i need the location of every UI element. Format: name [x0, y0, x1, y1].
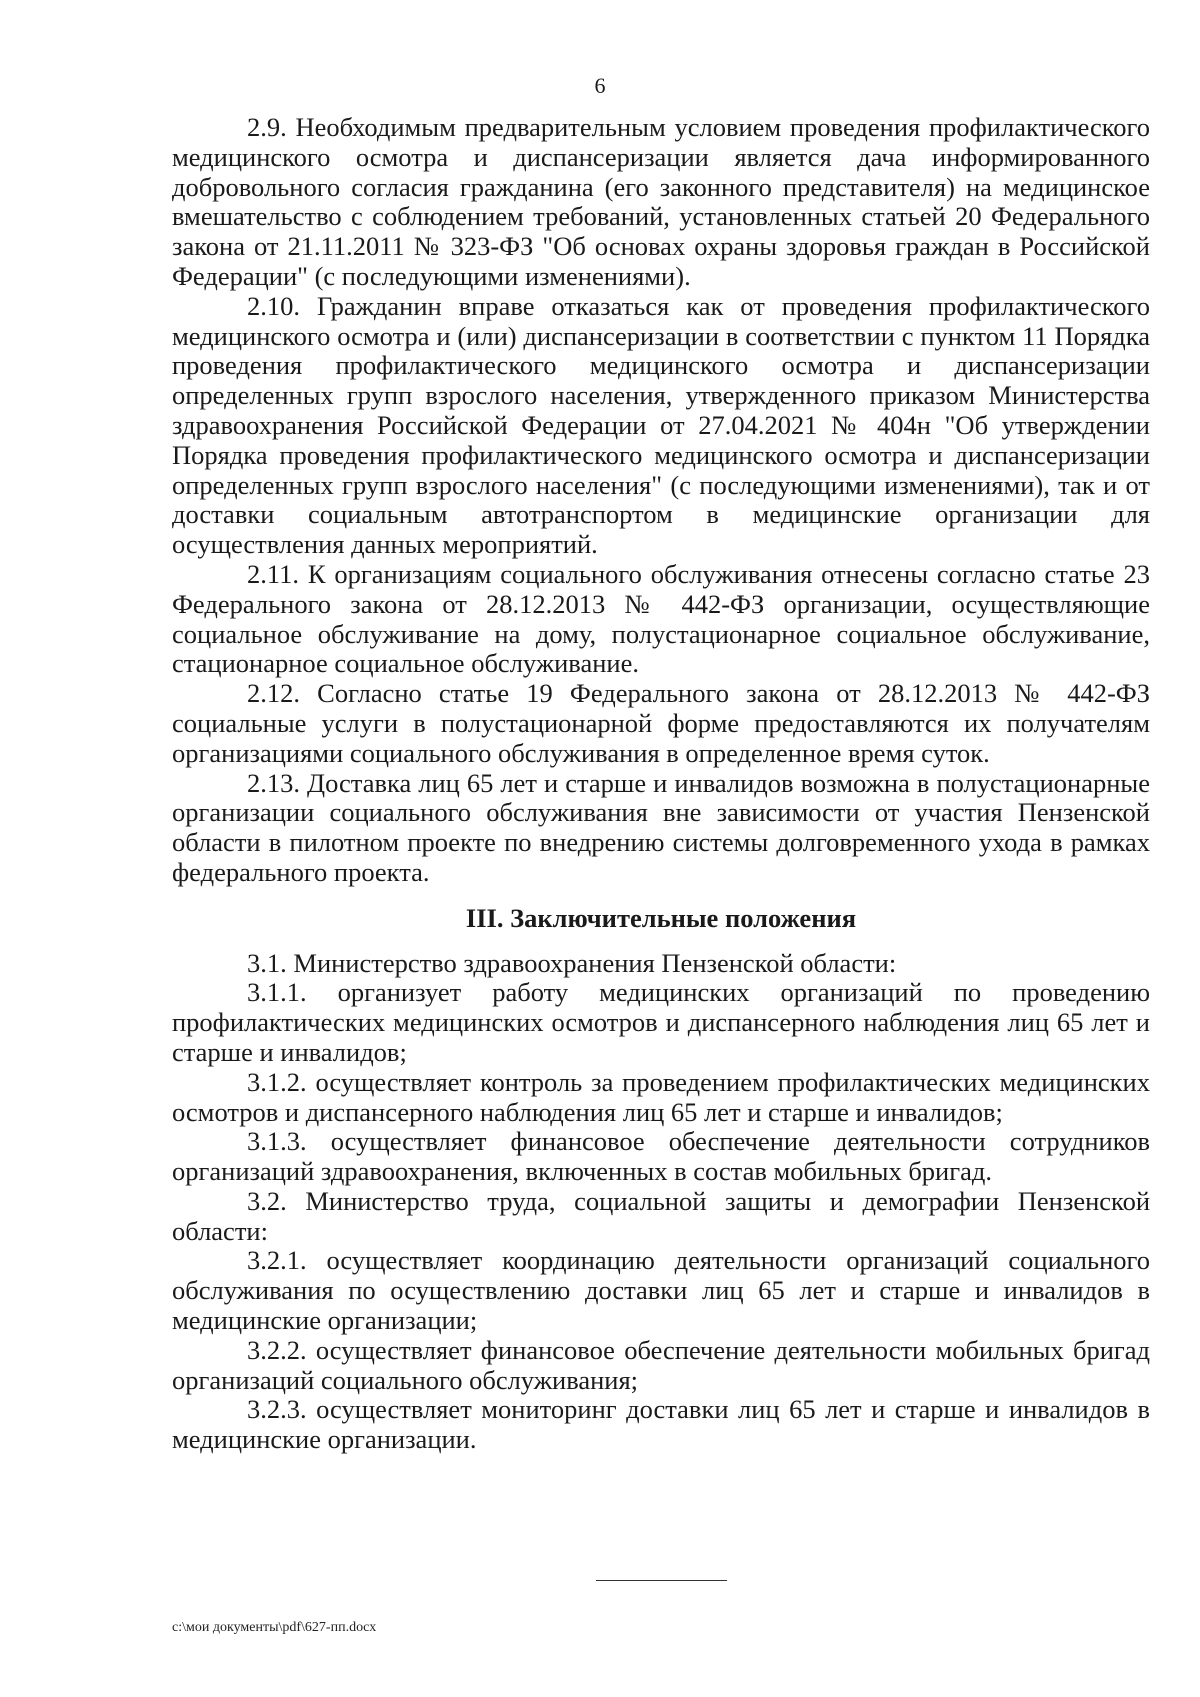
- paragraph-3-2-2: 3.2.2. осуществляет финансовое обеспечение деятельности мобильных бригад организаций социального обслуживания;: [172, 1334, 1150, 1395]
- section-heading: III. Заключительные положения: [465, 902, 857, 933]
- paragraph-3-1: 3.1. Министерство здравоохранения Пензенской области:: [247, 947, 897, 978]
- paragraph-2-10: 2.10. Гражданин вправе отказаться как от проведения профилактического медицинского осмотра и (или) диспансеризации в соответствии с пунктом 11 Порядка проведения профилактического медицинского осмотра и диспансеризации определенных групп взрослого населения, утвержденного приказом Министерства здравоохранения Российской Федерации от 27.04.2021 № 404н "Об утверждении Порядка проведения профилактического медицинского осмотра и диспансеризации определенных групп взрослого населения" (с последующими изменениями), так и от доставки социальным автотранспортом в медицинские организации для осуществления данных мероприятий.: [172, 290, 1150, 560]
- paragraph-3-1-2: 3.1.2. осуществляет контроль за проведением профилактических медицинских осмотров и диспансерного наблюдения лиц 65 лет и старше и инвалидов;: [172, 1066, 1150, 1127]
- paragraph-2-9: 2.9. Необходимым предварительным условием проведения профилактического медицинского осмотра и диспансеризации является дача информированного добровольного согласия гражданина (его законного представителя) на медицинское вмешательство с соблюдением требований, установленных статьей 20 Федерального закона от 21.11.2011 № 323-ФЗ "Об основах охраны здоровья граждан в Российской Федерации" (с последующими изменениями).: [172, 112, 1150, 291]
- paragraph-3-1-1: 3.1.1. организует работу медицинских организаций по проведению профилактических медицинских осмотров и диспансерного наблюдения лиц 65 лет и старше и инвалидов;: [172, 977, 1150, 1067]
- paragraph-2-12: 2.12. Согласно статье 19 Федерального закона от 28.12.2013 № 442-ФЗ социальные услуги в полустационарной форме предоставляются их получателям организациями социального обслуживания в определенное время суток.: [172, 678, 1150, 768]
- document-body: [172, 113, 1150, 1455]
- paragraph-2-13: 2.13. Доставка лиц 65 лет и старше и инвалидов возможна в полустационарные организации социального обслуживания вне зависимости от участия Пензенской области в пилотном проекте по внедрению системы долговременного ухода в рамках федерального проекта.: [172, 767, 1150, 887]
- page-number: 6: [594, 73, 606, 98]
- paragraph-3-1-3: 3.1.3. осуществляет финансовое обеспечение деятельности сотрудников организаций здравоохранения, включенных в состав мобильных бригад.: [172, 1126, 1150, 1187]
- paragraph-3-2: 3.2. Министерство труда, социальной защиты и демографии Пензенской области:: [172, 1185, 1150, 1246]
- paragraph-3-2-3: 3.2.3. осуществляет мониторинг доставки лиц 65 лет и старше и инвалидов в медицинские организации.: [172, 1394, 1150, 1455]
- paragraph-2-11: 2.11. К организациям социального обслуживания отнесены согласно статье 23 Федерального закона от 28.12.2013 № 442-ФЗ организации, осуществляющие социальное обслуживание на дому, полустационарное социальное обслуживание, стационарное социальное обслуживание.: [172, 558, 1150, 679]
- footer-file-path: c:\мои документы\pdf\627-пп.docx: [172, 1620, 377, 1635]
- end-of-text-divider: [596, 1580, 727, 1581]
- paragraph-3-2-1: 3.2.1. осуществляет координацию деятельности организаций социального обслуживания по осуществлению доставки лиц 65 лет и старше и инвалидов в медицинские организации;: [172, 1245, 1150, 1336]
